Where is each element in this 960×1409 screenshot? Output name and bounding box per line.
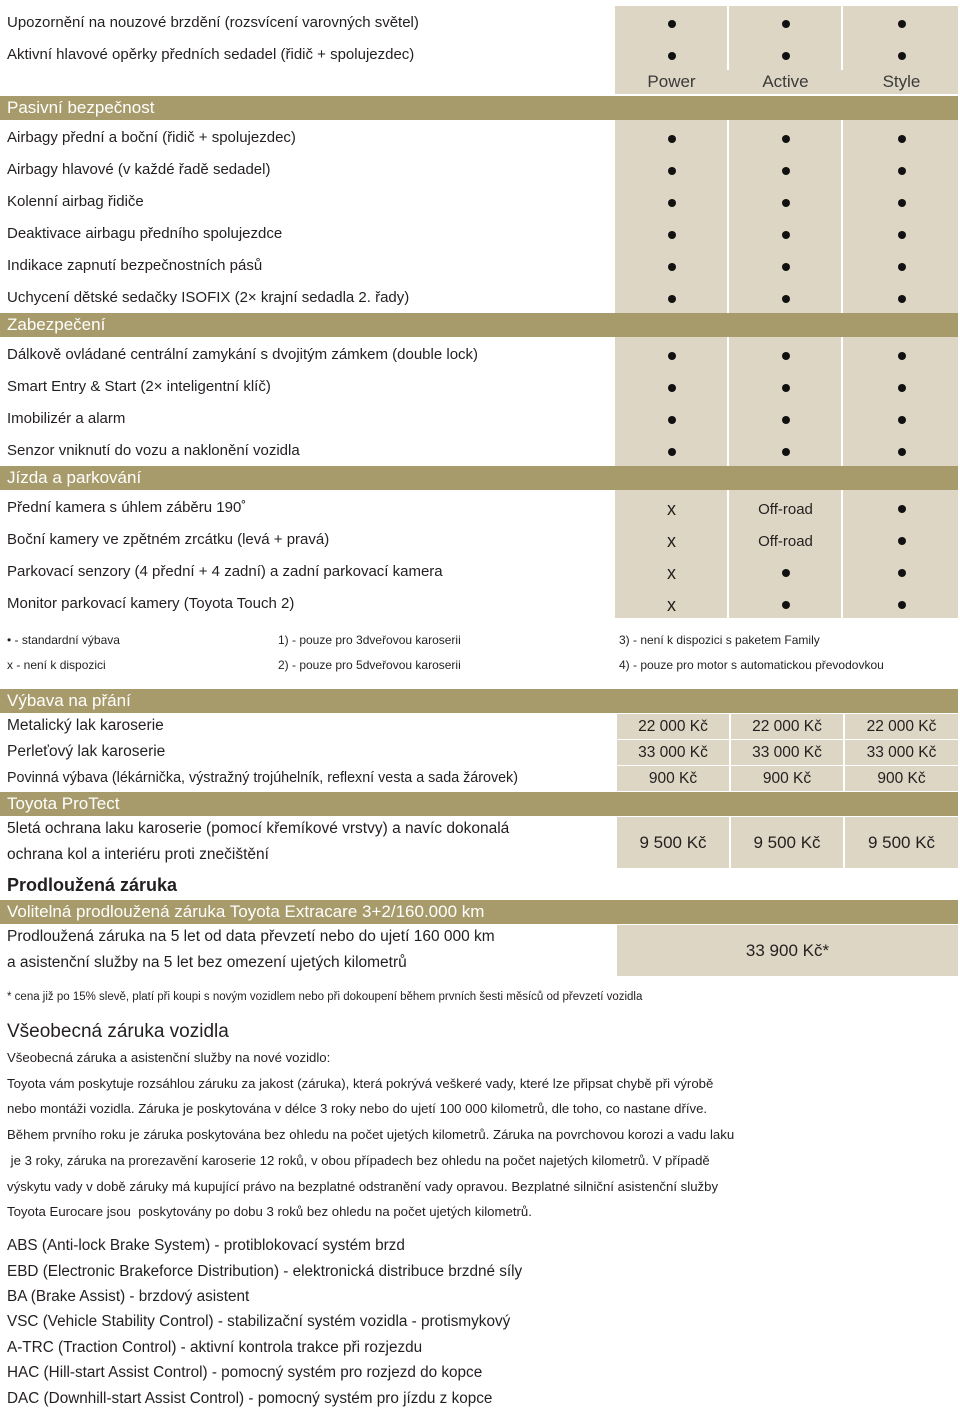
cell-active (729, 155, 842, 187)
cell-style (845, 589, 958, 621)
standard-dot-icon (898, 199, 906, 207)
standard-dot-icon (782, 167, 790, 175)
cell-power (615, 251, 728, 283)
extracare-row (0, 925, 958, 977)
cell-active (729, 251, 842, 283)
cell-active (729, 493, 842, 525)
cell-style (845, 187, 958, 219)
price-style: 22 000 Kč (845, 714, 958, 739)
feature-label: Dálkově ovládané centrální zamykání s dvojitým zámkem (double lock) (7, 346, 479, 363)
table-row (0, 493, 958, 525)
legend-note-3: 3) - není k dispozici s paketem Family (619, 633, 820, 647)
cell-power (615, 187, 728, 219)
standard-dot-icon (782, 52, 790, 60)
warranty-line: Všeobecná záruka a asistenční služby na nové vozidlo: (7, 1050, 331, 1065)
extracare-price: 33 900 Kč* (617, 925, 958, 976)
cell-active (729, 187, 842, 219)
standard-dot-icon (898, 263, 906, 271)
cell-power (615, 436, 728, 468)
standard-dot-icon (668, 263, 676, 271)
price-power: 9 500 Kč (617, 817, 729, 868)
standard-dot-icon (898, 295, 906, 303)
cell-style (845, 155, 958, 187)
table-row (0, 219, 958, 251)
section-header: Zabezpečení (0, 313, 958, 337)
table-row (0, 8, 958, 40)
feature-label: Aktivní hlavové opěrky předních sedadel (řidič + spolujezdec) (7, 46, 415, 63)
abbreviation-hac: HAC (Hill-start Assist Control) - pomocný systém pro rozjezd do kopce (7, 1364, 483, 1381)
section-header-protect: Toyota ProTect (0, 792, 958, 816)
cell-style (845, 557, 958, 589)
price-active: 22 000 Kč (731, 714, 843, 739)
price-power: 33 000 Kč (617, 740, 729, 765)
standard-dot-icon (668, 295, 676, 303)
cell-active (729, 123, 842, 155)
standard-dot-icon (668, 448, 676, 456)
price-active: 9 500 Kč (731, 817, 843, 868)
cell-power (615, 8, 728, 40)
standard-dot-icon (782, 135, 790, 143)
standard-dot-icon (898, 135, 906, 143)
abbreviation-vsc: VSC (Vehicle Stability Control) - stabilizační systém vozidla - protismykový (7, 1313, 511, 1330)
cell-style (845, 436, 958, 468)
standard-dot-icon (782, 569, 790, 577)
cell-active (729, 283, 842, 315)
option-row-metallic (0, 714, 958, 739)
cell-active (729, 404, 842, 436)
option-row-pearl (0, 740, 958, 765)
standard-dot-icon (898, 384, 906, 392)
column-header-style: Style (882, 72, 921, 91)
standard-dot-icon (898, 448, 906, 456)
warranty-line: Toyota Eurocare jsou poskytovány po dobu 3 roků bez ohledu na počet ujetých kilometrů. (7, 1204, 532, 1219)
cell-power (615, 589, 728, 621)
cell-style (845, 40, 958, 72)
cell-power (615, 155, 728, 187)
standard-dot-icon (782, 352, 790, 360)
standard-dot-icon (782, 295, 790, 303)
warranty-line: je 3 roky, záruka na prorezavění karoserie 12 roků, v obou případech bez ohledu na počet najetých kilometrů. V případě (7, 1153, 710, 1168)
standard-dot-icon (898, 352, 906, 360)
table-row (0, 340, 958, 372)
abbreviation-ba: BA (Brake Assist) - brzdový asistent (7, 1288, 250, 1305)
standard-dot-icon (898, 601, 906, 609)
standard-dot-icon (898, 537, 906, 545)
cell-style (845, 283, 958, 315)
protect-line-2: ochrana kol a interiéru proti znečištění (7, 846, 269, 863)
option-label: Metalický lak karoserie (7, 717, 164, 734)
general-warranty-heading: Všeobecná záruka vozidla (7, 1021, 229, 1042)
cell-value: Off-road (758, 532, 813, 550)
not-available-mark: x (667, 595, 676, 615)
feature-label: Monitor parkovací kamery (Toyota Touch 2) (7, 595, 295, 612)
cell-active (729, 8, 842, 40)
cell-active (729, 372, 842, 404)
table-row (0, 557, 958, 589)
feature-label: Uchycení dětské sedačky ISOFIX (2× krajní sedadla 2. řady) (7, 289, 410, 306)
cell-style (845, 525, 958, 557)
standard-dot-icon (898, 20, 906, 28)
section-header: Jízda a parkování (0, 466, 958, 490)
cell-style (845, 123, 958, 155)
standard-dot-icon (898, 569, 906, 577)
legend-standard: • - standardní výbava (7, 633, 120, 647)
cell-power (615, 404, 728, 436)
standard-dot-icon (898, 52, 906, 60)
cell-style (845, 493, 958, 525)
cell-style (845, 340, 958, 372)
table-row (0, 404, 958, 436)
warranty-line: výskytu vady v době záruky má kupující právo na bezplatné odstranění vady opravou. Bezplatné silniční asistenční služby (7, 1179, 719, 1194)
feature-label: Smart Entry & Start (2× inteligentní klíč) (7, 378, 271, 395)
feature-label: Indikace zapnutí bezpečnostních pásů (7, 257, 263, 274)
standard-dot-icon (782, 20, 790, 28)
cell-power (615, 340, 728, 372)
feature-label: Přední kamera s úhlem záběru 190˚ (7, 499, 247, 516)
cell-active (729, 589, 842, 621)
price-power: 22 000 Kč (617, 714, 729, 739)
cell-active (729, 219, 842, 251)
column-header-power: Power (647, 72, 696, 91)
cell-power (615, 123, 728, 155)
price-active: 33 000 Kč (731, 740, 843, 765)
table-row (0, 589, 958, 621)
extracare-line-2: a asistenční služby na 5 let bez omezení ujetých kilometrů (7, 954, 407, 971)
warranty-line: nebo montáži vozidla. Záruka je poskytována v délce 3 roky nebo do ujetí 100 000 kilometrů, dle toho, co nastane dříve. (7, 1101, 708, 1116)
table-row (0, 187, 958, 219)
abbreviation-abs: ABS (Anti-lock Brake System) - protiblokovací systém brzd (7, 1237, 405, 1254)
protect-row (0, 817, 958, 869)
standard-dot-icon (898, 416, 906, 424)
cell-active (729, 525, 842, 557)
cell-style (845, 251, 958, 283)
not-available-mark: x (667, 563, 676, 583)
standard-dot-icon (668, 384, 676, 392)
legend-note-1: 1) - pouze pro 3dveřovou karoserii (278, 633, 461, 647)
cell-power (615, 283, 728, 315)
abbreviation-atrc: A-TRC (Traction Control) - aktivní kontrola trakce při rozjezdu (7, 1339, 423, 1356)
cell-power (615, 493, 728, 525)
not-available-mark: x (667, 531, 676, 551)
feature-label: Deaktivace airbagu předního spolujezdce (7, 225, 283, 242)
cell-power (615, 40, 728, 72)
protect-line-1: 5letá ochrana laku karoserie (pomocí křemíkové vrstvy) a navíc dokonalá (7, 820, 510, 837)
cell-style (845, 404, 958, 436)
cell-power (615, 219, 728, 251)
feature-label: Kolenní airbag řidiče (7, 193, 144, 210)
legend-not-available: x - není k dispozici (7, 658, 106, 672)
cell-active (729, 436, 842, 468)
table-row (0, 251, 958, 283)
cell-style (845, 372, 958, 404)
feature-label: Upozornění na nouzové brzdění (rozsvícení varovných světel) (7, 14, 419, 31)
feature-label: Imobilizér a alarm (7, 410, 126, 427)
price-power: 900 Kč (617, 766, 729, 791)
feature-label: Senzor vniknutí do vozu a naklonění vozidla (7, 442, 300, 459)
standard-dot-icon (898, 505, 906, 513)
cell-power (615, 525, 728, 557)
cell-value: Off-road (758, 500, 813, 518)
cell-style (845, 219, 958, 251)
table-row (0, 372, 958, 404)
standard-dot-icon (898, 167, 906, 175)
not-available-mark: x (667, 499, 676, 519)
column-header-active: Active (762, 72, 809, 91)
table-row (0, 525, 958, 557)
standard-dot-icon (782, 199, 790, 207)
price-style: 9 500 Kč (845, 817, 958, 868)
cell-active (729, 40, 842, 72)
standard-dot-icon (782, 231, 790, 239)
standard-dot-icon (782, 601, 790, 609)
legend-note-4: 4) - pouze pro motor s automatickou převodovkou (619, 658, 884, 672)
option-row-mandatory (0, 766, 958, 791)
warranty-line: Toyota vám poskytuje rozsáhlou záruku za jakost (záruka), která pokrývá veškeré vady, které lze připsat chybě při výrobě (7, 1076, 714, 1091)
feature-label: Parkovací senzory (4 přední + 4 zadní) a zadní parkovací kamera (7, 563, 443, 580)
cell-active (729, 557, 842, 589)
standard-dot-icon (898, 231, 906, 239)
option-label: Povinná výbava (lékárnička, výstražný trojúhelník, reflexní vesta a sada žárovek) (7, 770, 518, 786)
extracare-line-1: Prodloužená záruka na 5 let od data převzetí nebo do ujetí 160 000 km (7, 928, 495, 945)
abbreviation-dac: DAC (Downhill-start Assist Control) - pomocný systém pro jízdu z kopce (7, 1390, 493, 1407)
extracare-footnote: * cena již po 15% slevě, platí při koupi s novým vozidlem nebo při dokoupení během prvních šesti měsíců od převzetí vozidla (7, 991, 643, 1003)
price-style: 33 000 Kč (845, 740, 958, 765)
standard-dot-icon (782, 384, 790, 392)
section-header-options: Výbava na přání (0, 689, 958, 713)
section-header: Pasivní bezpečnost (0, 96, 958, 120)
standard-dot-icon (668, 199, 676, 207)
standard-dot-icon (668, 20, 676, 28)
table-row (0, 123, 958, 155)
standard-dot-icon (782, 416, 790, 424)
standard-dot-icon (782, 448, 790, 456)
standard-dot-icon (668, 135, 676, 143)
cell-power (615, 372, 728, 404)
table-row (0, 155, 958, 187)
table-row (0, 283, 958, 315)
option-label: Perleťový lak karoserie (7, 743, 166, 760)
price-style: 900 Kč (845, 766, 958, 791)
cell-style (845, 8, 958, 40)
standard-dot-icon (668, 416, 676, 424)
standard-dot-icon (668, 231, 676, 239)
feature-label: Airbagy přední a boční (řidič + spolujezdec) (7, 129, 296, 146)
feature-label: Airbagy hlavové (v každé řadě sedadel) (7, 161, 271, 178)
standard-dot-icon (668, 167, 676, 175)
feature-label: Boční kamery ve zpětném zrcátku (levá + pravá) (7, 531, 330, 548)
price-active: 900 Kč (731, 766, 843, 791)
legend-note-2: 2) - pouze pro 5dveřovou karoserii (278, 658, 461, 672)
cell-power (615, 557, 728, 589)
section-header-extracare: Volitelná prodloužená záruka Toyota Extracare 3+2/160.000 km (0, 900, 958, 924)
abbreviation-ebd: EBD (Electronic Brakeforce Distribution) - elektronická distribuce brzdné síly (7, 1263, 523, 1280)
extended-warranty-heading: Prodloužená záruka (7, 875, 178, 895)
standard-dot-icon (782, 263, 790, 271)
standard-dot-icon (668, 52, 676, 60)
standard-dot-icon (668, 352, 676, 360)
table-row (0, 40, 958, 72)
warranty-line: Během prvního roku je záruka poskytována bez ohledu na počet ujetých kilometrů. Záruka na povrchovou korozi a vadu laku (7, 1127, 735, 1142)
cell-active (729, 340, 842, 372)
table-row (0, 436, 958, 468)
